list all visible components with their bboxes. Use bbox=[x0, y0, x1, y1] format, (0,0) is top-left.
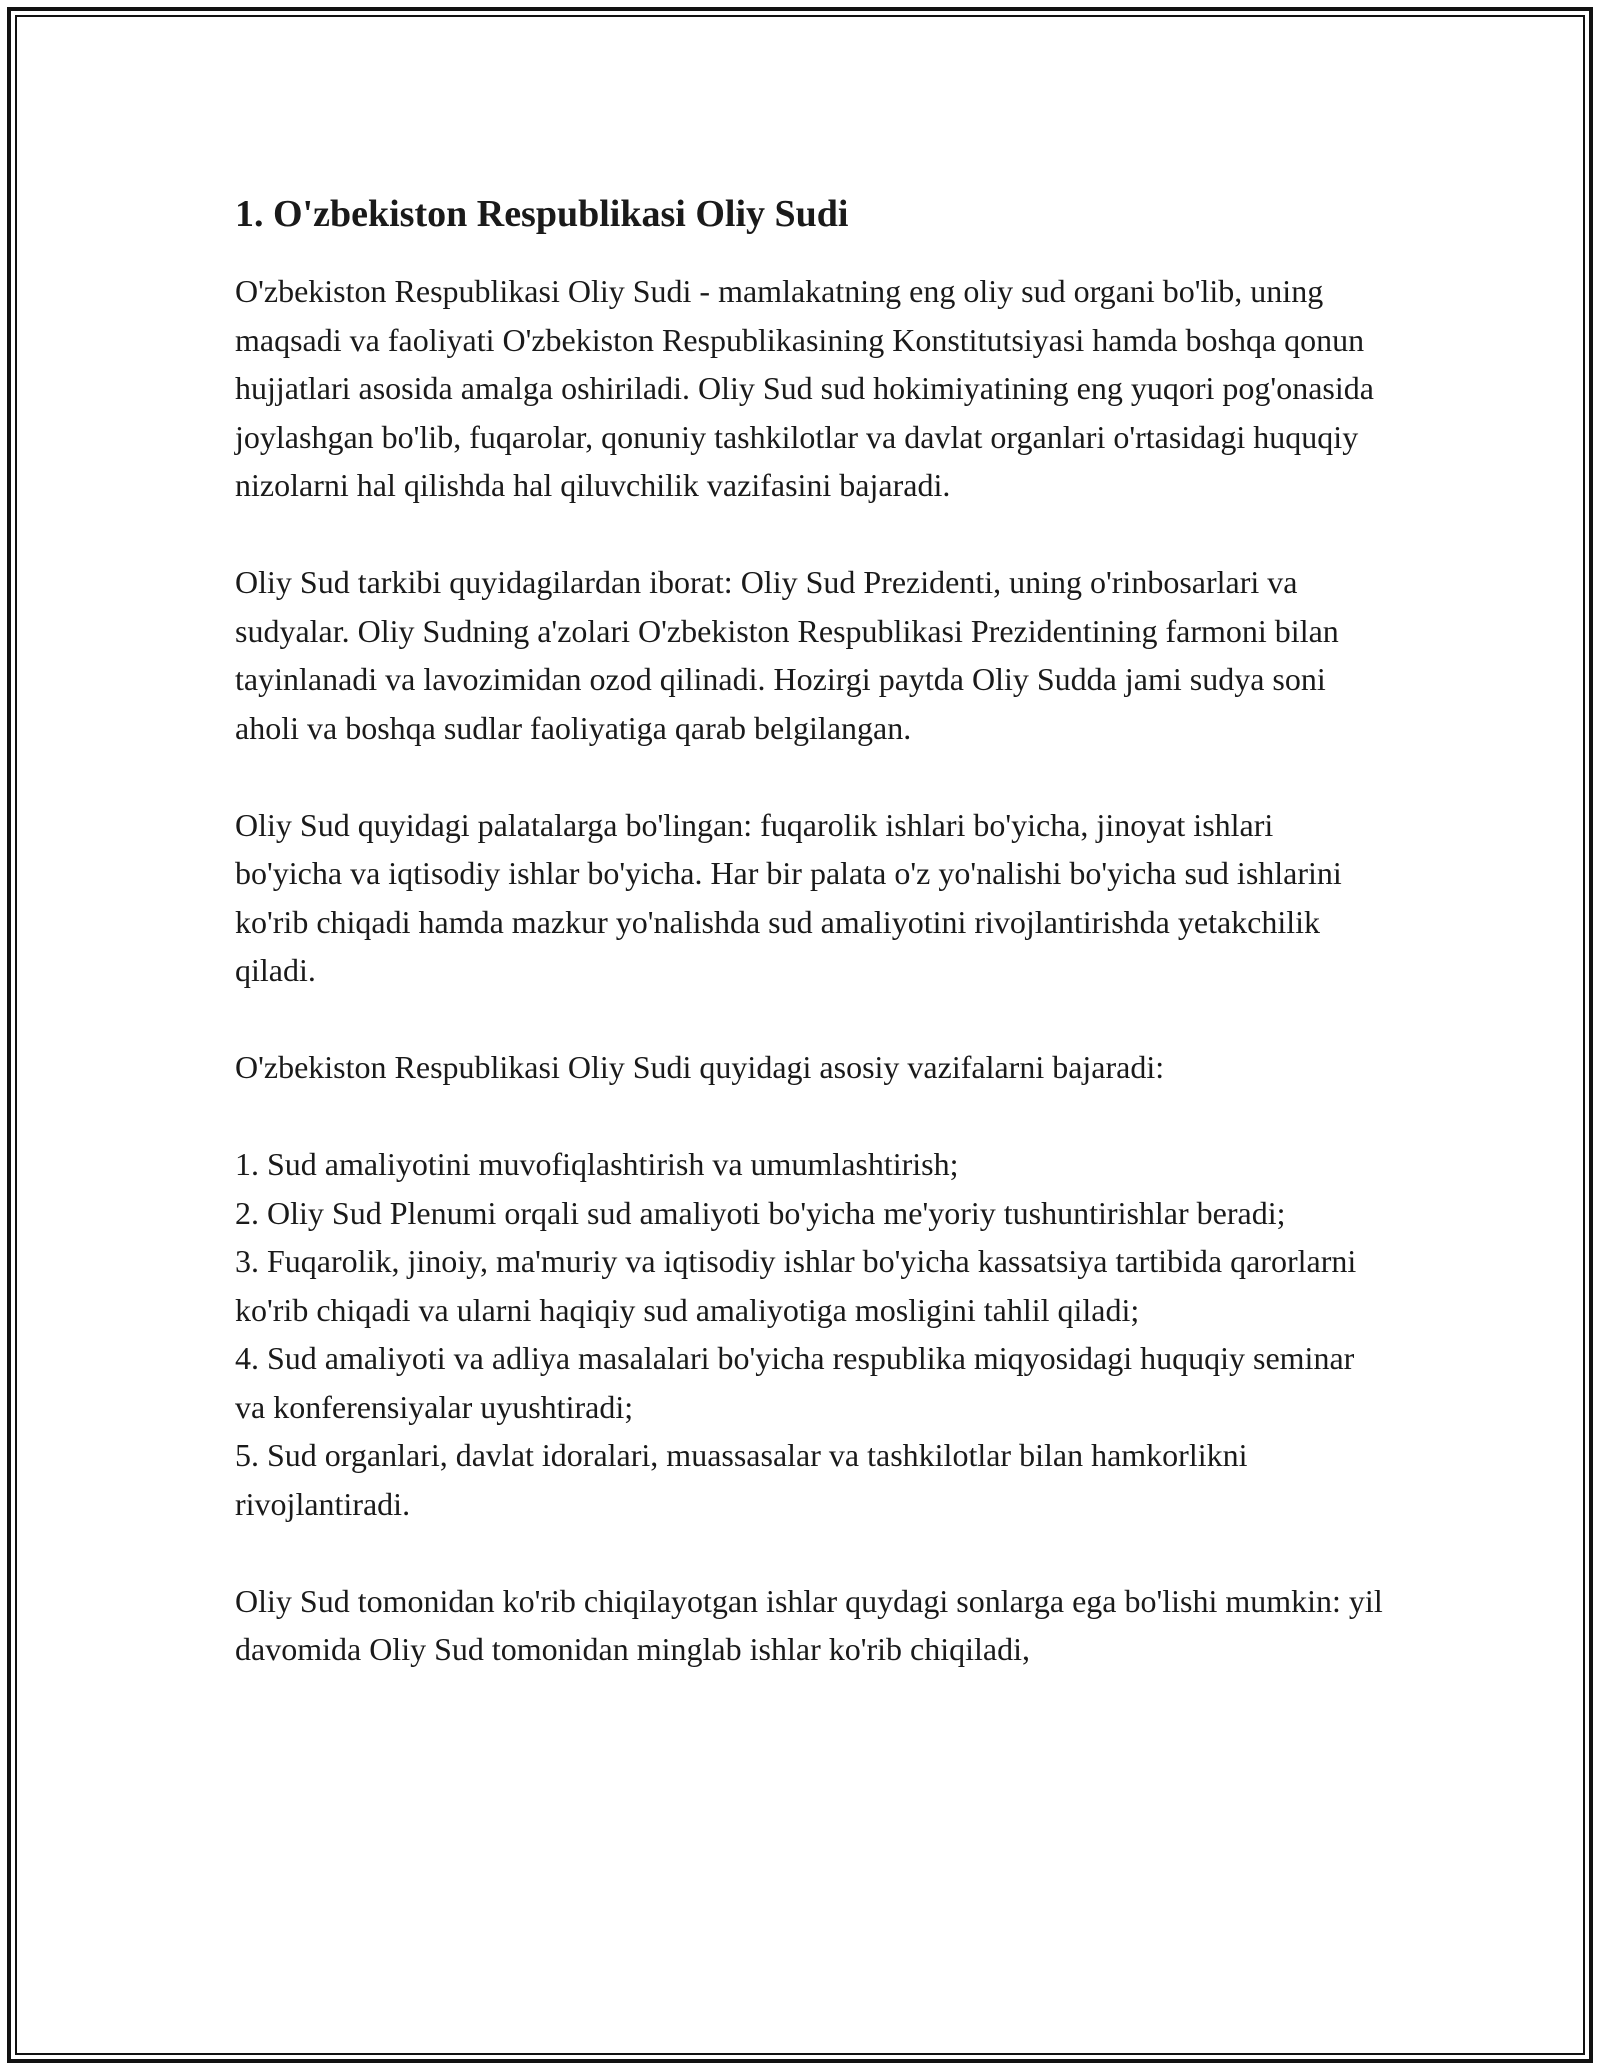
list-item: 2. Oliy Sud Plenumi orqali sud amaliyoti bo'yicha me'yoriy tushuntirishlar beradi; bbox=[235, 1194, 1286, 1231]
paragraph-overview: O'zbekiston Respublikasi Oliy Sudi - mamlakatning eng oliy sud organi bo'lib, uning maqsadi va faoliyati O'zbekiston Respublikasining Konstitutsiyasi hamda boshqa qonun hujjatlari asosida amalga oshiriladi. Oliy Sud sud hokimiyatining eng yuqori pog'onasida joylashgan bo'lib, fuqarolar, qonuniy tashkilotlar va davlat organlari o'rtasidagi huquqiy nizolarni hal qilishda hal qiluvchilik vazifasini bajaradi. bbox=[235, 273, 1374, 503]
document-title: 1. O'zbekiston Respublikasi Oliy Sudi bbox=[235, 193, 849, 235]
paragraph-spacer bbox=[235, 510, 1385, 559]
paragraph-spacer bbox=[235, 752, 1385, 801]
document-body bbox=[235, 185, 1385, 1674]
list-item: 5. Sud organlari, davlat idoralari, muassasalar va tashkilotlar bilan hamkorlikni rivojlantiradi. bbox=[235, 1437, 1248, 1522]
duties-list bbox=[235, 1140, 1385, 1528]
list-item: 4. Sud amaliyoti va adliya masalalari bo'yicha respublika miqyosidagi huquqiy seminar va konferensiyalar uyushtiradi; bbox=[235, 1340, 1355, 1425]
paragraph-chambers: Oliy Sud quyidagi palatalarga bo'lingan: fuqarolik ishlari bo'yicha, jinoyat ishlari bo'yicha va iqtisodiy ishlar bo'yicha. Har bir palata o'z yo'nalishi bo'yicha sud ishlarini ko'rib chiqadi hamda mazkur yo'nalishda sud amaliyotini rivojlantirishda yetakchilik qiladi. bbox=[235, 806, 1342, 988]
paragraph-spacer bbox=[235, 1528, 1385, 1577]
paragraph-spacer bbox=[235, 1092, 1385, 1141]
list-item: 1. Sud amaliyotini muvofiqlashtirish va umumlashtirish; bbox=[235, 1146, 959, 1182]
paragraph-duties-intro: O'zbekiston Respublikasi Oliy Sudi quyidagi asosiy vazifalarni bajaradi: bbox=[235, 1049, 1165, 1085]
paragraph-composition: Oliy Sud tarkibi quyidagilardan iborat: Oliy Sud Prezidenti, uning o'rinbosarlari va sudyalar. Oliy Sudning a'zolari O'zbekiston Respublikasi Prezidentining farmoni bilan tayinlanadi va lavozimidan ozod qilinadi. Hozirgi paytda Oliy Sudda jami sudya soni aholi va boshqa sudlar faoliyatiga qarab belgilangan. bbox=[235, 564, 1339, 746]
paragraph-caseload: Oliy Sud tomonidan ko'rib chiqilayotgan ishlar quydagi sonlarga ega bo'lishi mumkin: yil davomida Oliy Sud tomonidan minglab ishlar ko'rib chiqiladi, bbox=[235, 1582, 1383, 1667]
paragraph-spacer bbox=[235, 995, 1385, 1044]
list-item: 3. Fuqarolik, jinoiy, ma'muriy va iqtisodiy ishlar bo'yicha kassatsiya tartibida qarorlarni ko'rib chiqadi va ularni haqiqiy sud amaliyotiga mosligini tahlil qiladi; bbox=[235, 1243, 1357, 1328]
